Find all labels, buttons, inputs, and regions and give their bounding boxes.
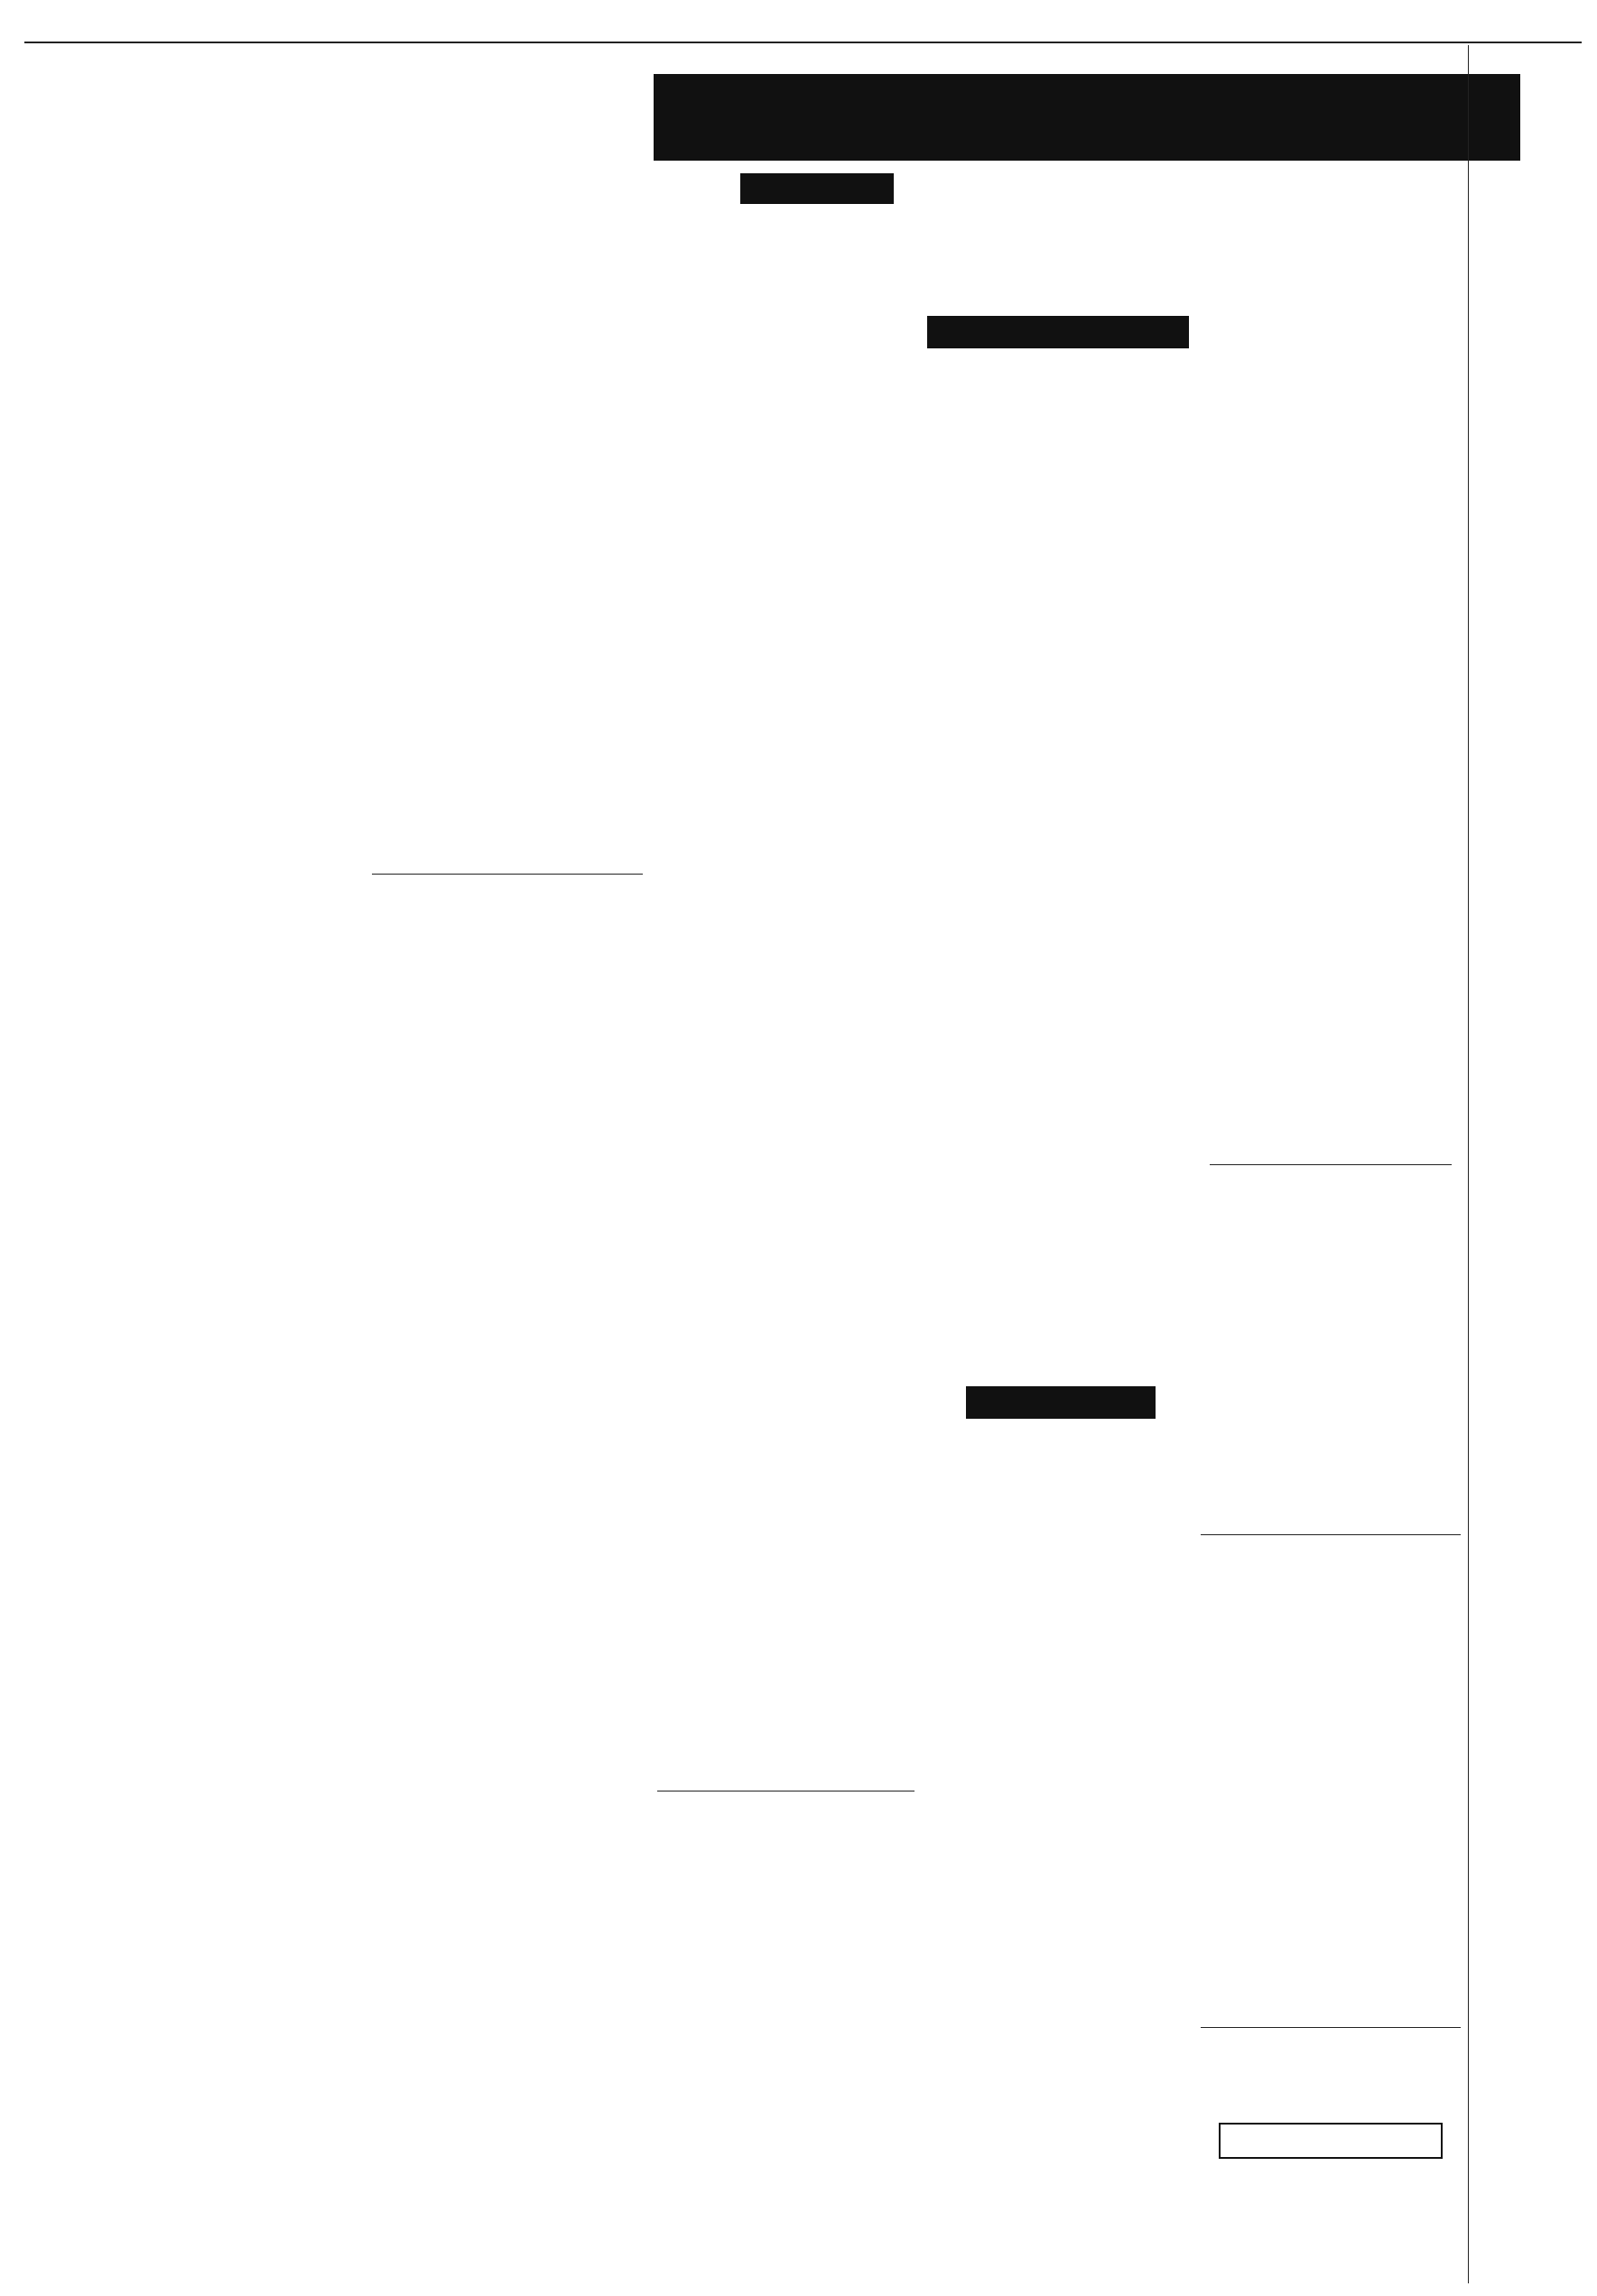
avvisi-box bbox=[1219, 2123, 1443, 2159]
susa-text bbox=[1201, 666, 1461, 1158]
luserna-text bbox=[927, 357, 1189, 1395]
vaumarcus-column-1 bbox=[372, 1130, 643, 2269]
folio-rule bbox=[24, 42, 1582, 43]
gerenza-top-rule bbox=[1201, 2027, 1461, 2028]
convitto-box bbox=[27, 1507, 358, 2265]
rodoretto-text bbox=[657, 211, 915, 861]
pomaretto-head bbox=[966, 1386, 1156, 1419]
comunita-banner bbox=[654, 74, 1520, 161]
vaumarcus-column-2 bbox=[657, 1130, 915, 1780]
pomaretto-text bbox=[927, 1428, 1189, 2276]
scuola-latina-notice bbox=[1201, 547, 1461, 612]
uliveto-text-1 bbox=[1201, 1671, 1461, 1789]
amici-text bbox=[1201, 1249, 1461, 1533]
rodoretto-head bbox=[740, 173, 894, 204]
borse-text bbox=[657, 1892, 915, 2271]
luserna-head bbox=[927, 316, 1189, 348]
amici-top-rule bbox=[1210, 1164, 1452, 1165]
grazia-column-2 bbox=[372, 298, 643, 803]
right-edge-rule bbox=[1468, 45, 1469, 2283]
avvisi-text bbox=[1201, 2162, 1461, 2269]
grazia-column-1 bbox=[27, 298, 358, 1498]
col5-top-text bbox=[1201, 173, 1461, 534]
vaumarcus-top-rule bbox=[372, 874, 643, 875]
convitto-text bbox=[27, 1513, 358, 2199]
uliveto-text-2 bbox=[1201, 1783, 1461, 2020]
uliveto-top-rule bbox=[1201, 1534, 1461, 1535]
col4-top-text bbox=[927, 173, 1189, 309]
